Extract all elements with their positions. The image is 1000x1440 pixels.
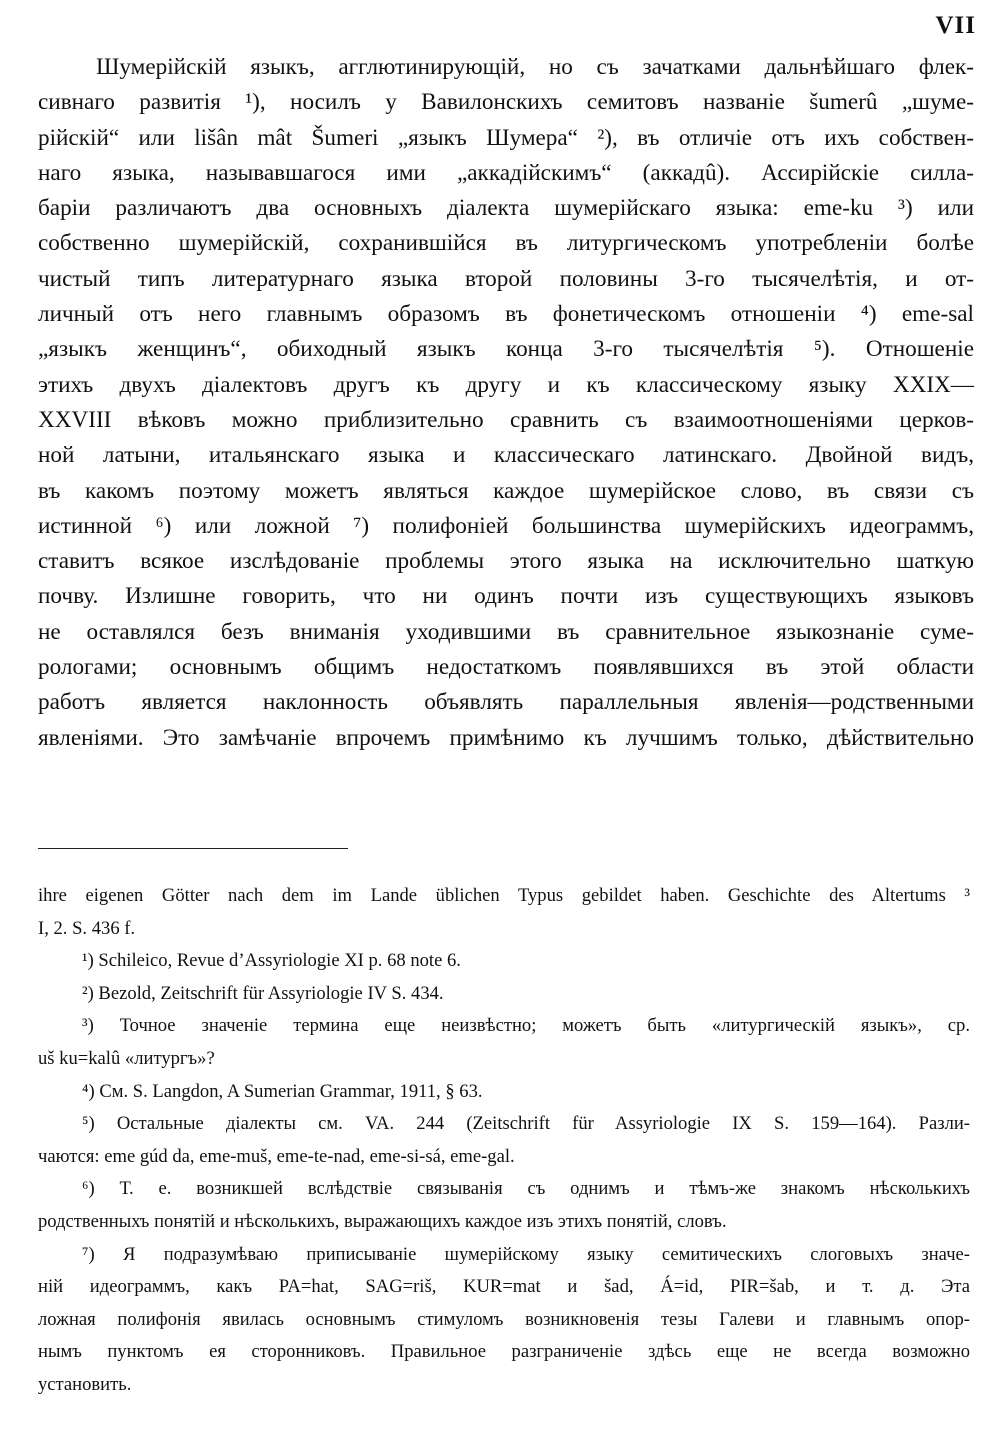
text-line: почву. Излишне говорить, что ни одинъ почти изъ существующихъ языковъ	[38, 583, 974, 610]
text-line: работъ является наклонность объявлять параллельныя явленія—родственными	[38, 689, 974, 716]
text-line: Шумерійскій языкъ, агглютинирующій, но съ зачатками дальнѣйшаго флек-	[96, 54, 974, 80]
text-line: чистый типъ литературнаго языка второй половины 3-го тысячелѣтія, и от-	[38, 265, 974, 292]
footnote-5-line: чаются: eme gúd da, eme-muš, eme-te-nad, eme-si-sá, eme-gal.	[38, 1145, 515, 1167]
footnotes	[38, 880, 970, 1402]
footnote-3-line: uš ku=kalû «литургъ»?	[38, 1047, 215, 1069]
text-line: наго языка, называвшагося ими „аккадійскимъ“ (аккадû). Ассирійскіе силла-	[38, 159, 974, 186]
main-text	[38, 50, 974, 756]
text-line: сивнаго развитія ¹), носилъ у Вавилонскихъ семитовъ названіе šumerû „шуме-	[38, 89, 974, 116]
text-line: XXVIII вѣковъ можно приблизительно сравнить съ взаимоотношеніями церков-	[38, 406, 974, 433]
text-line: этихъ двухъ діалектовъ другъ къ другу и къ классическому языку XXIX—	[38, 371, 974, 398]
text-line: рійскій“ или lišân mât Šumeri „языкъ Шумера“ ²), въ отличіе отъ ихъ собствен-	[38, 124, 974, 151]
text-line: не оставлялся безъ вниманія уходившими въ сравнительное языкознаніе суме-	[38, 618, 974, 645]
text-line: ставитъ всякое изслѣдованіе проблемы этого языка на исключительно шаткую	[38, 548, 974, 575]
text-line: баріи различаютъ два основныхъ діалекта шумерійскаго языка: eme-ku ³) или	[38, 195, 974, 222]
footnote-separator	[38, 848, 348, 849]
footnote-6-line: родственныхъ понятій и нѣсколькихъ, выражающихъ каждое изъ этихъ понятій, словъ.	[38, 1210, 727, 1232]
footnote-1: ¹) Schileico, Revue d’Assyriologie XI p. 68 note 6.	[82, 950, 461, 972]
footnote-6-line: ⁶) Т. е. возникшей вслѣдствіе связыванія съ однимъ и тѣмъ-же знакомъ нѣсколькихъ	[82, 1178, 970, 1200]
footnote-2: ²) Bezold, Zeitschrift für Assyriologie IV S. 434.	[82, 982, 444, 1004]
text-line: истинной ⁶) или ложной ⁷) полифоніей большинства шумерійскихъ идеограммъ,	[38, 512, 974, 539]
text-line: ной латыни, итальянскаго языка и классическаго латинскаго. Двойной видъ,	[38, 442, 974, 469]
page-number: VII	[935, 12, 976, 39]
text-line: явленіями. Это замѣчаніе впрочемъ примѣнимо къ лучшимъ только, дѣйствительно	[38, 724, 974, 751]
footnote-7-line: ⁷) Я подразумѣваю приписываніе шумерійскому языку семитическихъ слоговыхъ значе-	[82, 1243, 970, 1265]
footnote-7-line: ложная полифонія явилась основнымъ стимуломъ возникновенія тезы Галеви и главнымъ опор-	[38, 1308, 970, 1330]
footnote-3-line: ³) Точное значеніе термина еще неизвѣстно; можетъ быть «литургическій языкъ», ср.	[82, 1015, 970, 1037]
footnote-4: ⁴) См. S. Langdon, A Sumerian Grammar, 1911, § 63.	[82, 1080, 483, 1102]
text-line: собственно шумерійскій, сохранившійся въ литургическомъ употребленіи болѣе	[38, 230, 974, 257]
text-line: рологами; основнымъ общимъ недостаткомъ появлявшихся въ этой области	[38, 654, 974, 681]
footnote-7-line: установить.	[38, 1373, 132, 1395]
text-line: личный отъ него главнымъ образомъ въ фонетическомъ отношеніи ⁴) eme-sal	[38, 301, 974, 328]
footnote-7-line: ній идеограммъ, какъ PA=hat, SAG=riš, KUR=mat и šad, Á=id, PIR=šab, и т. д. Эта	[38, 1276, 970, 1298]
text-line: „языкъ женщинъ“, обиходный языкъ конца 3-го тысячелѣтія ⁵). Отношеніе	[38, 336, 974, 363]
footnote-5-line: ⁵) Остальные діалекты см. VA. 244 (Zeitschrift für Assyriologie IX S. 159—164). Разли-	[82, 1113, 970, 1135]
footnote-continuation-line: ihre eigenen Götter nach dem im Lande üblichen Typus gebildet haben. Geschichte des Altertums ³	[38, 885, 970, 906]
footnote-7-line: нымъ пунктомъ ея сторонниковъ. Правильное разграниченіе здѣсь еще не всегда возможно	[38, 1341, 970, 1363]
footnote-continuation-line: I, 2. S. 436 f.	[38, 917, 136, 939]
text-line: въ какомъ поэтому можетъ являться каждое шумерійское слово, въ связи съ	[38, 477, 974, 504]
